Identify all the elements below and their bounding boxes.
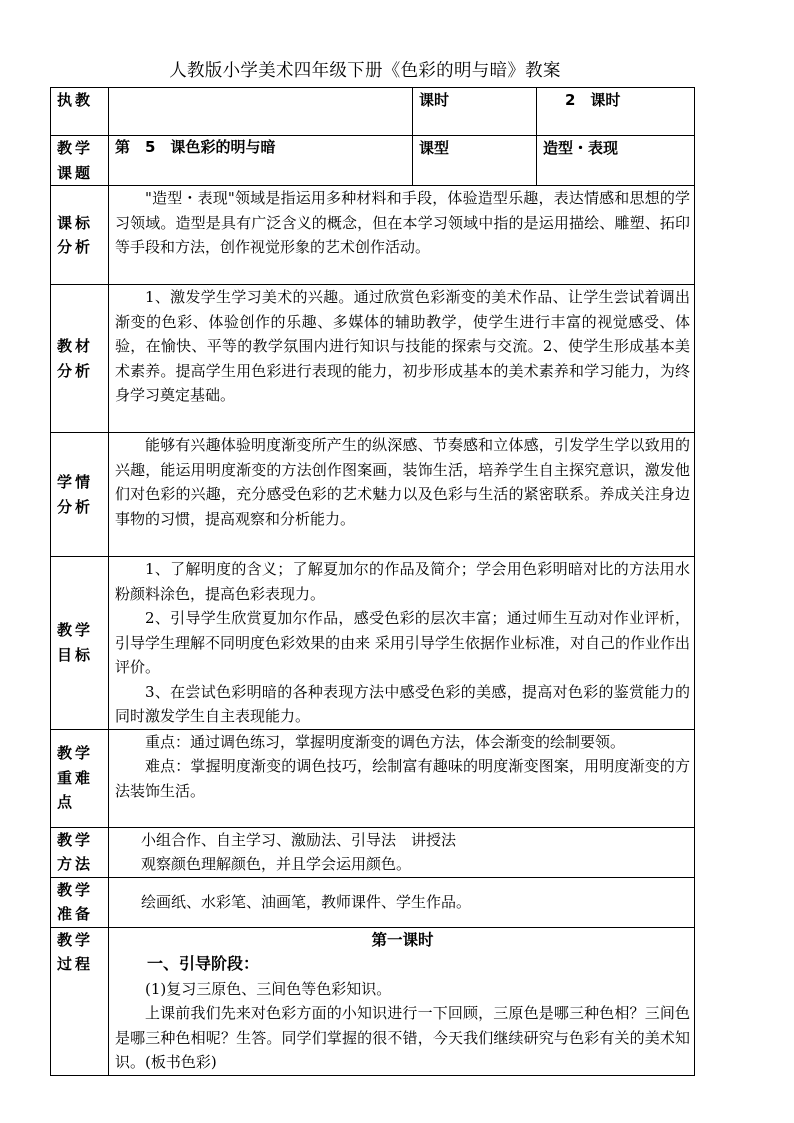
methods-cell xyxy=(109,827,695,877)
learner-cell xyxy=(109,433,695,557)
process-paragraph: 上课前我们先来对色彩方面的小知识进行一下回顾，三原色是哪三种色相？三间色是哪三种色相呢？生答。同学们掌握的很不错，今天我们继续研究与色彩有关的美术知识。(板书色彩) xyxy=(115,1004,690,1071)
goals-cell xyxy=(109,557,695,730)
process-cell xyxy=(109,927,695,1075)
row-methods xyxy=(51,827,695,877)
type-value: 造型・表现 xyxy=(537,136,695,186)
hours-label: 课时 xyxy=(413,88,537,136)
row-topic xyxy=(51,136,695,186)
row-standard xyxy=(51,186,695,285)
keypoints-cell xyxy=(109,729,695,827)
document-title: 人教版小学美术四年级下册《色彩的明与暗》教案 xyxy=(169,61,561,81)
material-text: 1、激发学生学习美术的兴趣。通过欣赏色彩渐变的美术作品、让学生尝试着调出渐变的色彩、体验创作的乐趣、多媒体的辅助教学，使学生进行丰富的视觉感受、体验，在愉快、平等的教学氛围内进行知识与技能的探索与交流。2、使学生形成基本美术素养。提高学生用色彩进行表现的能力，初步形成基本的美术素养和学习能力，为终身学习奠定基础。 xyxy=(115,288,690,404)
row-goals xyxy=(51,557,695,730)
goals-label: 教学目标 xyxy=(51,557,109,730)
goal-item: 3、在尝试色彩明暗的各种表现方法中感受色彩的美感，提高对色彩的鉴赏能力的同时激发学生自主表现能力。 xyxy=(115,682,690,725)
teacher-label: 执教 xyxy=(51,88,109,136)
standard-label: 课标分析 xyxy=(51,186,109,285)
row-prep xyxy=(51,877,695,927)
material-cell xyxy=(109,285,695,433)
process-step: (1)复习三原色、三间色等色彩知识。 xyxy=(145,979,392,998)
stage-heading: 一、引导阶段： xyxy=(147,954,260,973)
row-process xyxy=(51,927,695,1075)
methods-label: 教学方法 xyxy=(51,827,109,877)
method-line: 观察颜色理解颜色，并且学会运用颜色。 xyxy=(141,855,412,873)
keypoints-label: 教学重难点 xyxy=(51,729,109,827)
material-label: 教材分析 xyxy=(51,285,109,433)
learner-text: 能够有兴趣体验明度渐变所产生的纵深感、节奏感和立体感，引发学生学以致用的兴趣，能运用明度渐变的方法创作图案画，装饰生活，培养学生自主探究意识，激发他们对色彩的兴趣，充分感受色彩的艺术魅力以及色彩与生活的紧密联系。养成关注身边事物的习惯，提高观察和分析能力。 xyxy=(115,436,690,528)
goal-item: 2、引导学生欣赏夏加尔作品，感受色彩的层次丰富；通过师生互动对作业评析，引导学生理解不同明度色彩效果的由来 采用引导学生依据作业标准，对自己的作业作出评价。 xyxy=(115,609,690,676)
learner-label: 学情分析 xyxy=(51,433,109,557)
row-keypoints xyxy=(51,729,695,827)
prep-label: 教学准备 xyxy=(51,877,109,927)
keypoint-item: 重点：通过调色练习，掌握明度渐变的调色方法，体会渐变的绘制要领。 xyxy=(145,732,626,751)
process-label: 教学过程 xyxy=(51,927,109,1075)
session-heading: 第一课时 xyxy=(371,930,434,949)
hours-value: 2 课时 xyxy=(537,88,695,136)
standard-cell xyxy=(109,186,695,285)
teacher-value xyxy=(109,88,413,136)
prep-cell xyxy=(109,877,695,927)
row-teacher xyxy=(51,88,695,136)
prep-text: 绘画纸、水彩笔、油画笔，教师课件、学生作品。 xyxy=(141,892,472,911)
lesson-plan-table xyxy=(50,87,695,1076)
type-label: 课型 xyxy=(413,136,537,186)
topic-label: 教学课题 xyxy=(51,136,109,186)
method-line: 小组合作、自主学习、激励法、引导法 讲授法 xyxy=(141,830,457,849)
row-material xyxy=(51,285,695,433)
keypoint-item: 难点：掌握明度渐变的调色技巧，绘制富有趣味的明度渐变图案，用明度渐变的方法装饰生活。 xyxy=(115,757,690,800)
standard-text: "造型・表现"领域是指运用多种材料和手段，体验造型乐趣，表达情感和思想的学习领域。造型是具有广泛含义的概念，但在本学习领域中指的是运用描绘、雕塑、拓印等手段和方法，创作视觉形象的艺术创作活动。 xyxy=(115,189,690,256)
row-learner xyxy=(51,433,695,557)
topic-value: 第 5 课色彩的明与暗 xyxy=(109,136,413,186)
goal-item: 1、了解明度的含义；了解夏加尔的作品及简介；学会用色彩明暗对比的方法用水粉颜料涂色，提高色彩表现力。 xyxy=(115,560,690,603)
